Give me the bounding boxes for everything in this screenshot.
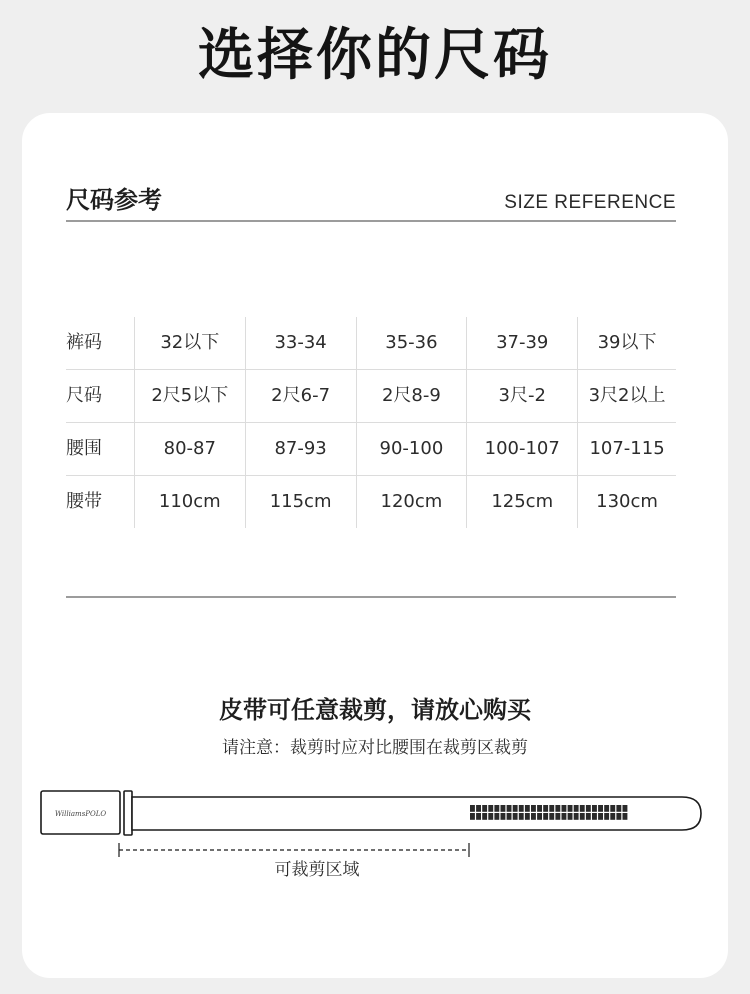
ratchet-notch bbox=[494, 805, 499, 812]
ratchet-notch bbox=[574, 805, 579, 812]
ratchet-notch bbox=[580, 805, 585, 812]
ratchet-notch bbox=[519, 805, 524, 812]
table-cell: 110cm bbox=[135, 476, 246, 528]
table-row-waist bbox=[66, 423, 676, 476]
table-cell: 115cm bbox=[246, 476, 357, 528]
ratchet-notch bbox=[580, 813, 585, 820]
ratchet-notch bbox=[543, 813, 548, 820]
ratchet-notch bbox=[543, 805, 548, 812]
table-cell: 33-34 bbox=[246, 317, 357, 369]
ratchet-notch bbox=[623, 805, 628, 812]
ratchet-notch bbox=[531, 805, 536, 812]
ratchet-notch bbox=[513, 805, 518, 812]
ratchet-notch bbox=[482, 805, 487, 812]
table-cell: 2尺8-9 bbox=[357, 370, 468, 422]
row-label: 腰带 bbox=[66, 476, 135, 528]
ratchet-notch bbox=[476, 813, 481, 820]
ratchet-notch bbox=[586, 805, 591, 812]
table-cell: 107-115 bbox=[589, 438, 665, 459]
ratchet-notch bbox=[604, 813, 609, 820]
ratchet-notch bbox=[562, 805, 567, 812]
top-divider bbox=[66, 220, 676, 222]
ratchet-notch bbox=[574, 813, 579, 820]
table-cell: 130cm bbox=[596, 491, 658, 512]
ratchet-notch bbox=[513, 813, 518, 820]
table-cell: 3尺-2 bbox=[467, 370, 578, 422]
ratchet-notch bbox=[568, 813, 573, 820]
table-cell: 87-93 bbox=[246, 423, 357, 475]
ratchet-notch bbox=[623, 813, 628, 820]
ratchet-notch bbox=[482, 813, 487, 820]
ratchet-notch bbox=[537, 813, 542, 820]
ratchet-notch bbox=[507, 805, 512, 812]
size-card bbox=[22, 113, 728, 978]
ratchet-notch bbox=[616, 805, 621, 812]
ratchet-notch bbox=[549, 813, 554, 820]
buckle-logo: WilliamsPOLO bbox=[54, 810, 107, 818]
table-cell: 35-36 bbox=[357, 317, 468, 369]
bottom-divider bbox=[66, 596, 676, 598]
ratchet-notch bbox=[507, 813, 512, 820]
table-cell: 39以下 bbox=[597, 332, 657, 353]
ratchet-notch bbox=[598, 813, 603, 820]
ratchet-notch bbox=[555, 805, 560, 812]
ratchet-notch bbox=[592, 805, 597, 812]
table-cell: 80-87 bbox=[135, 423, 246, 475]
table-cell: 3尺2以上 bbox=[588, 385, 666, 406]
ratchet-notch bbox=[604, 805, 609, 812]
table-cell: 2尺5以下 bbox=[135, 370, 246, 422]
row-label: 尺码 bbox=[66, 370, 135, 422]
belt-strap bbox=[132, 797, 701, 830]
ratchet-notch bbox=[549, 805, 554, 812]
table-cell: 120cm bbox=[357, 476, 468, 528]
ratchet-notch bbox=[568, 805, 573, 812]
row-label: 腰围 bbox=[66, 423, 135, 475]
buckle-bar bbox=[124, 791, 132, 835]
cutting-note-text: 请注意：裁剪时应对比腰围在裁剪区裁剪 bbox=[222, 738, 528, 758]
table-cell: 32以下 bbox=[135, 317, 246, 369]
table-cell: 90-100 bbox=[357, 423, 468, 475]
ratchet-notch bbox=[537, 805, 542, 812]
ratchet-notch bbox=[501, 805, 506, 812]
table-row-chi-size bbox=[66, 370, 676, 423]
ratchet-notch bbox=[562, 813, 567, 820]
ratchet-notch bbox=[586, 813, 591, 820]
cut-area-label: 可裁剪区域 bbox=[274, 860, 360, 880]
ratchet-notch bbox=[470, 805, 475, 812]
ratchet-notch bbox=[476, 805, 481, 812]
cutting-note-heading: 皮带可任意裁剪，请放心购买 bbox=[219, 696, 531, 724]
size-reference-subtitle: SIZE REFERENCE bbox=[504, 192, 676, 213]
table-row-pants-size bbox=[66, 317, 676, 370]
table-cell: 100-107 bbox=[467, 423, 578, 475]
ratchet-notch bbox=[519, 813, 524, 820]
ratchet-notch bbox=[592, 813, 597, 820]
ratchet-notch bbox=[525, 805, 530, 812]
ratchet-notch bbox=[616, 813, 621, 820]
ratchet-notch bbox=[531, 813, 536, 820]
ratchet-notch bbox=[488, 805, 493, 812]
ratchet-notch bbox=[501, 813, 506, 820]
ratchet-notch bbox=[470, 813, 475, 820]
ratchet-notch bbox=[525, 813, 530, 820]
size-table bbox=[66, 317, 676, 528]
row-label: 裤码 bbox=[66, 317, 135, 369]
ratchet-notch bbox=[610, 813, 615, 820]
ratchet-notch bbox=[488, 813, 493, 820]
table-cell: 125cm bbox=[467, 476, 578, 528]
page-title: 选择你的尺码 bbox=[198, 23, 552, 88]
table-cell: 37-39 bbox=[467, 317, 578, 369]
table-row-belt-length bbox=[66, 476, 676, 528]
size-reference-title: 尺码参考 bbox=[66, 186, 162, 214]
ratchet-notch bbox=[555, 813, 560, 820]
ratchet-notch bbox=[598, 805, 603, 812]
table-cell: 2尺6-7 bbox=[246, 370, 357, 422]
belt-diagram bbox=[22, 773, 728, 923]
ratchet-notch bbox=[610, 805, 615, 812]
ratchet-notch bbox=[494, 813, 499, 820]
